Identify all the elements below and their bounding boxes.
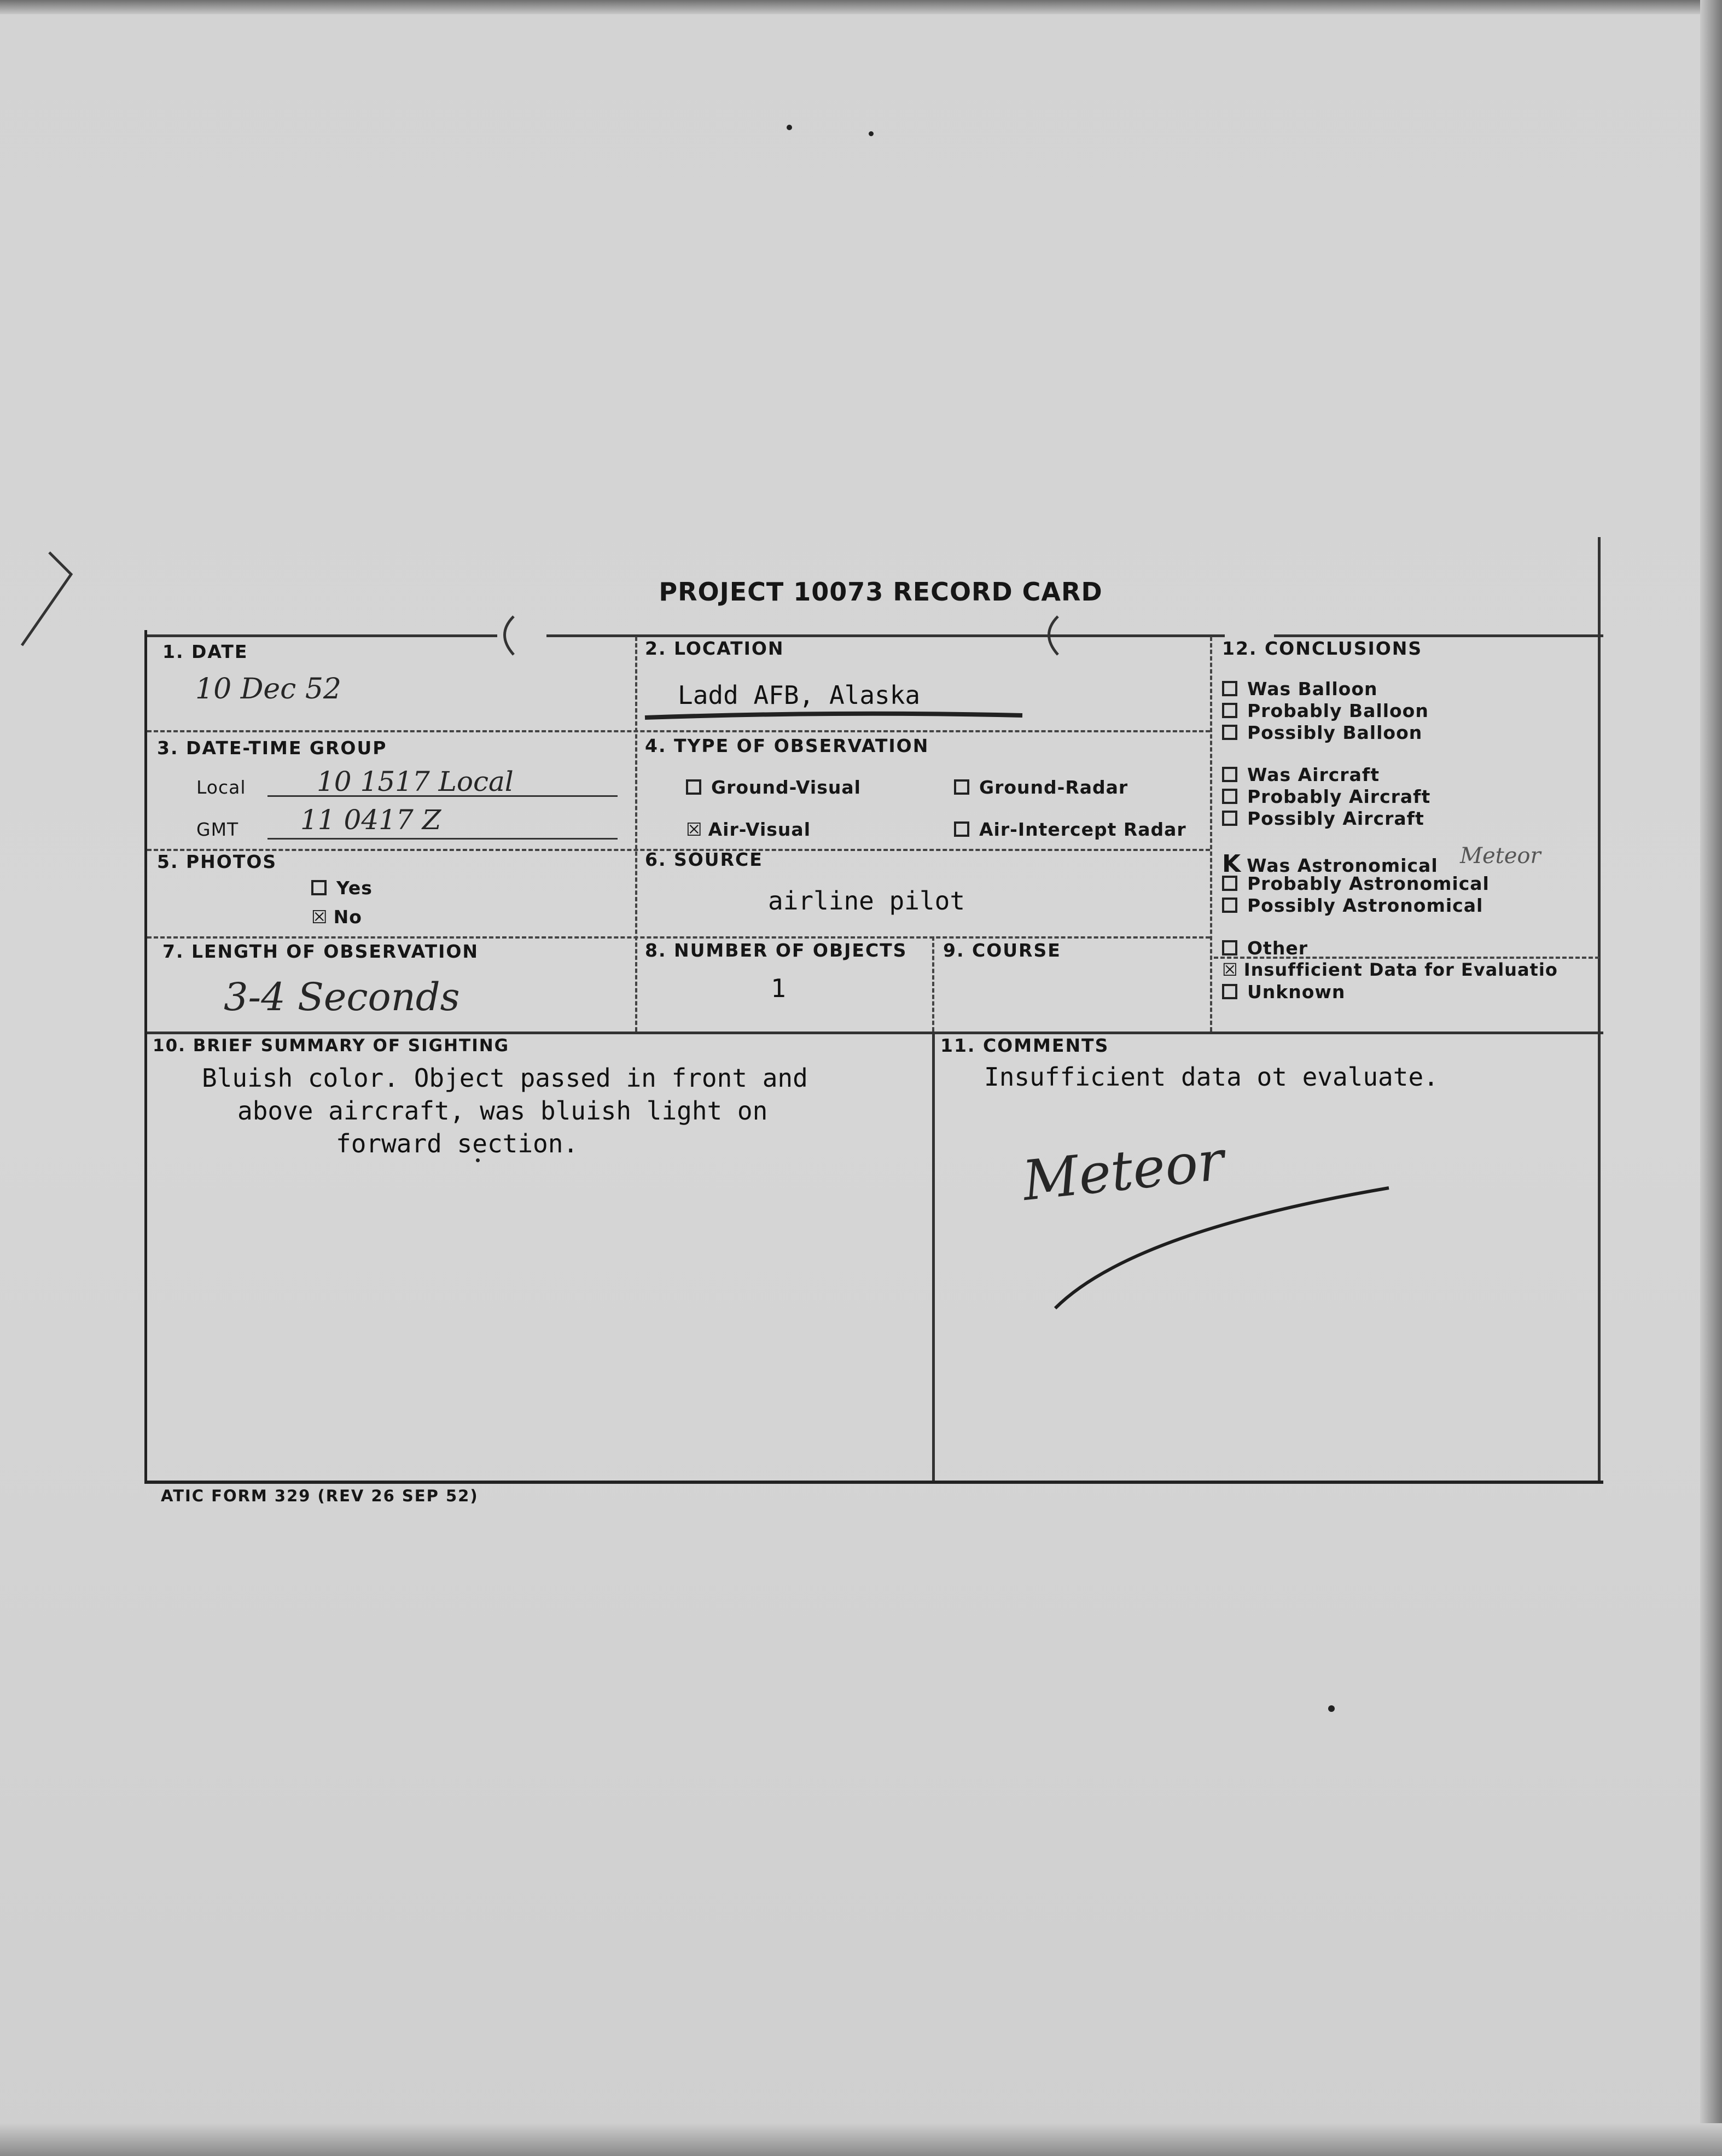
location-underline <box>639 706 1033 727</box>
card-right-border <box>1598 537 1601 1481</box>
conclusion-insufficient-data[interactable]: ☒ Insufficient Data for Evaluatio <box>1222 959 1558 980</box>
scan-edge-top <box>0 0 1722 14</box>
checkbox-icon <box>1222 940 1237 955</box>
checked-x-icon: ☒ <box>1222 959 1238 980</box>
observation-type-label: 4. TYPE OF OBSERVATION <box>645 735 929 756</box>
corner-mark <box>16 541 77 662</box>
checked-x-icon: ☒ <box>686 819 703 840</box>
obs-option-air-intercept-radar[interactable]: Air-Intercept Radar <box>954 819 1186 840</box>
summary-line-2: above aircraft, was bluish light on <box>237 1096 768 1126</box>
length-value: 3-4 Seconds <box>224 975 460 1019</box>
form-footer: ATIC FORM 329 (REV 26 SEP 52) <box>161 1487 479 1505</box>
checkbox-icon <box>954 779 969 795</box>
photos-option-yes[interactable]: Yes <box>311 877 373 899</box>
checkbox-icon <box>1222 876 1237 891</box>
checkbox-icon <box>311 880 327 895</box>
dust-speck <box>869 131 874 136</box>
card-top-border-right <box>1274 634 1603 637</box>
obs-option-ground-radar[interactable]: Ground-Radar <box>954 777 1128 798</box>
photos-option-no[interactable]: ☒ No <box>311 906 362 928</box>
conclusion-was-balloon[interactable]: Was Balloon <box>1222 678 1378 700</box>
checkbox-icon <box>1222 767 1237 782</box>
pen-stroke <box>1050 1177 1405 1319</box>
bracket-mark <box>489 614 522 657</box>
divider-h1 <box>147 730 1210 732</box>
card-top-border-left <box>147 634 497 637</box>
source-label: 6. SOURCE <box>645 849 763 870</box>
card-top-border-mid <box>546 634 1225 637</box>
conclusions-label: 12. CONCLUSIONS <box>1222 638 1423 659</box>
checkbox-icon <box>1222 789 1237 804</box>
divider-h3 <box>147 936 1210 939</box>
divider-v2 <box>1210 637 1212 1032</box>
dust-speck <box>787 125 792 130</box>
photos-label: 5. PHOTOS <box>157 851 277 872</box>
summary-line-1: Bluish color. Object passed in front and <box>202 1063 808 1093</box>
dust-speck <box>1328 1705 1335 1712</box>
scan-edge-bottom <box>0 2123 1722 2156</box>
conclusion-possibly-balloon[interactable]: Possibly Balloon <box>1222 722 1422 743</box>
obs-option-ground-visual[interactable]: Ground-Visual <box>686 777 861 798</box>
conclusion-other[interactable]: Other <box>1222 937 1308 959</box>
comments-value: Insufficient data ot evaluate. <box>984 1062 1439 1092</box>
checkbox-icon <box>1222 811 1237 826</box>
dtg-gmt-value: 11 0417 Z <box>300 804 441 836</box>
checkbox-icon <box>954 821 969 837</box>
location-value: Ladd AFB, Alaska <box>678 680 921 710</box>
checked-k-mark-icon: K <box>1222 850 1242 878</box>
conclusion-was-astronomical[interactable]: K Was Astronomical <box>1222 850 1438 878</box>
comments-label: 11. COMMENTS <box>940 1035 1109 1056</box>
conclusion-unknown[interactable]: Unknown <box>1222 981 1345 1003</box>
objects-value: 1 <box>771 974 786 1003</box>
conclusion-handwritten-note: Meteor <box>1460 843 1541 869</box>
checkbox-icon <box>1222 681 1237 696</box>
length-label: 7. LENGTH OF OBSERVATION <box>162 941 479 962</box>
conclusion-probably-astronomical[interactable]: Probably Astronomical <box>1222 873 1490 894</box>
record-card <box>144 630 1603 1484</box>
comments-handwritten: Meteor <box>1019 1128 1227 1213</box>
obs-option-air-visual[interactable]: ☒ Air-Visual <box>686 819 811 840</box>
divider-v1 <box>635 637 637 1032</box>
divider-v4 <box>932 1032 935 1481</box>
course-label: 9. COURSE <box>943 940 1061 961</box>
checkbox-icon <box>686 779 701 795</box>
conclusion-probably-aircraft[interactable]: Probably Aircraft <box>1222 786 1430 807</box>
checkbox-icon <box>1222 898 1237 913</box>
summary-label: 10. BRIEF SUMMARY OF SIGHTING <box>153 1036 510 1056</box>
conclusion-possibly-aircraft[interactable]: Possibly Aircraft <box>1222 808 1424 829</box>
dtg-label: 3. DATE-TIME GROUP <box>157 737 387 759</box>
dtg-local-line <box>267 795 618 797</box>
dtg-local-value: 10 1517 Local <box>317 766 514 797</box>
conclusion-probably-balloon[interactable]: Probably Balloon <box>1222 700 1429 721</box>
conclusion-possibly-astronomical[interactable]: Possibly Astronomical <box>1222 895 1483 916</box>
dtg-gmt-line <box>267 838 618 840</box>
summary-line-3: forward section. <box>336 1129 579 1158</box>
date-label: 1. DATE <box>162 641 248 662</box>
scan-edge-right <box>1700 0 1722 2156</box>
dtg-local-label: Local <box>196 777 246 798</box>
dtg-gmt-label: GMT <box>196 819 239 840</box>
bracket-mark <box>1033 614 1066 657</box>
checkbox-icon <box>1222 725 1237 740</box>
checked-x-icon: ☒ <box>311 906 328 928</box>
conclusion-was-aircraft[interactable]: Was Aircraft <box>1222 764 1380 785</box>
source-value: airline pilot <box>768 886 965 916</box>
card-title: PROJECT 10073 RECORD CARD <box>659 577 1103 607</box>
divider-h4 <box>147 1032 1603 1034</box>
location-label: 2. LOCATION <box>645 638 784 659</box>
date-value: 10 Dec 52 <box>195 673 341 706</box>
checkbox-icon <box>1222 984 1237 999</box>
divider-v3 <box>932 936 934 1032</box>
checkbox-icon <box>1222 703 1237 718</box>
objects-label: 8. NUMBER OF OBJECTS <box>645 940 907 961</box>
